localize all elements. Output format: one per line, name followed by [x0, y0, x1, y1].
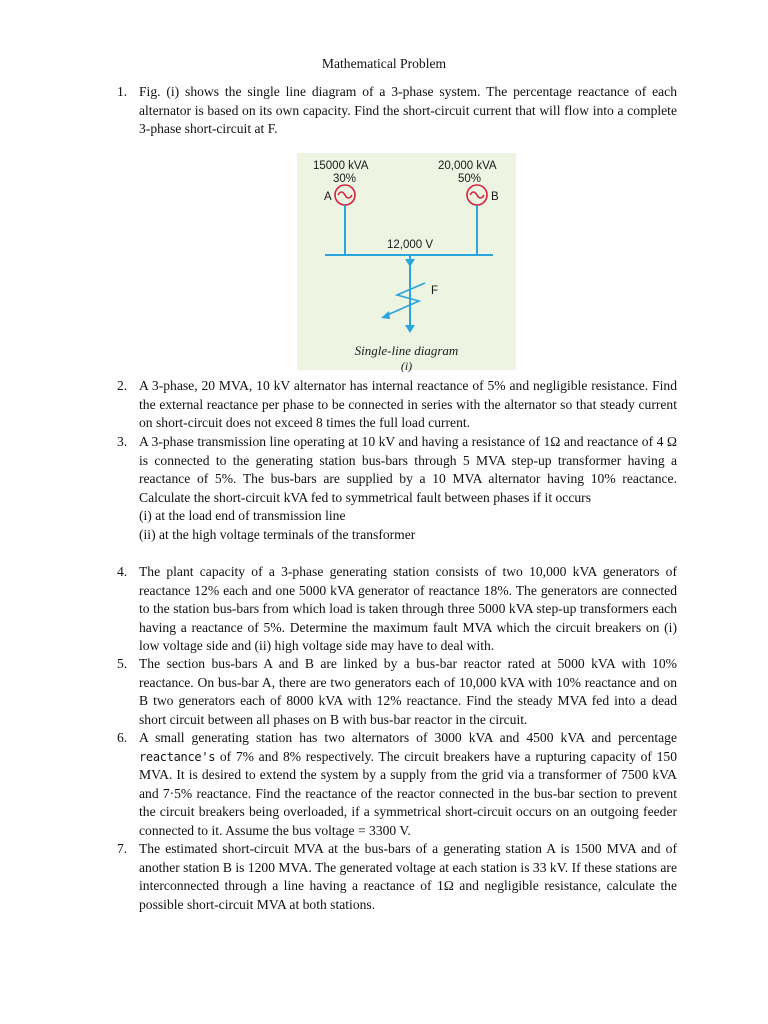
gen-b-rating: 20,000 kVA	[438, 160, 497, 172]
gen-b-label: B	[491, 191, 499, 203]
bus-voltage-label: 12,000 V	[387, 239, 434, 251]
problem-2	[117, 377, 677, 433]
problem-text: A 3-phase transmission line operating at 10 kV and having a resistance of 1Ω and reactance of 4 Ω is connected to the generating station bus-bars through 5 MVA step-up transformer having a reactance of 5%. The bus-bars are supplied by a 10 MVA alternator having 10% reactance. Calculate the short-circuit kVA fed to symmetrical fault between phases if it occurs	[139, 434, 677, 505]
problem-number: 7.	[117, 841, 128, 856]
gen-a-rating: 15000 kVA	[313, 160, 369, 172]
problem-number: 4.	[117, 564, 128, 579]
single-line-diagram-figure	[297, 153, 516, 373]
generator-a-sine-icon	[338, 192, 352, 198]
problem-text: A small generating station has two alternators of 3000 kVA and 4500 kVA and percentage reactance's of 7% and 8% respectively. The circuit breakers have a rupturing capacity of 150 MVA. It is desired to extend the system by a supply from the grid via a transformer of 7500 kVA and 7·5% reactance. Find the reactance of the reactor connected in the bus-bar section to prevent the circuit breakers being overloaded, if a symmetrical short-circuit occurs on an outgoing feeder connected to it. Assume the bus voltage = 3300 V.	[139, 730, 677, 838]
problem-text: A 3-phase, 20 MVA, 10 kV alternator has internal reactance of 5% and negligible resistance. Find the external reactance per phase to be connected in series with the alternator so that steady current on short-circuit does not exceed 8 times the full load current.	[139, 378, 677, 431]
feeder-arrow-icon	[405, 325, 415, 333]
problem-number: 5.	[117, 656, 128, 671]
problem-5	[117, 655, 677, 729]
figure-number: (i)	[400, 359, 413, 373]
fault-lightning-icon	[385, 283, 425, 316]
diagram-svg	[297, 153, 516, 370]
problem-text: The estimated short-circuit MVA at the bus-bars of a generating station A is 1500 MVA and of another station B is 1200 MVA. The generated voltage at each station is 33 kV. If these stations are interconnected through a line having a reactance of 1Ω and negligible resistance, calculate the possible short-circuit MVA at both stations.	[139, 841, 677, 912]
generator-b-sine-icon	[470, 192, 484, 198]
problem-subitem: (ii) at the high voltage terminals of the transformer	[139, 526, 416, 542]
problem-number: 3.	[117, 434, 128, 449]
problem-text: Fig. (i) shows the single line diagram of a 3-phase system. The percentage reactance of each alternator is based on its own capacity. Find the short-circuit current that will flow into a complete 3-phase short-circuit at F.	[139, 84, 677, 137]
fault-label: F	[431, 285, 439, 297]
bus-tap-arrow-icon	[405, 259, 415, 267]
gen-a-label: A	[324, 191, 332, 203]
page-title: Mathematical Problem	[321, 56, 447, 71]
gen-a-reactance: 30%	[333, 173, 357, 185]
problem-1	[117, 83, 677, 139]
problem-number: 2.	[117, 378, 128, 393]
problem-number: 1.	[117, 84, 128, 99]
gen-b-reactance: 50%	[458, 173, 482, 185]
problem-4	[117, 563, 677, 656]
problem-number: 6.	[117, 730, 128, 745]
problem-3	[117, 433, 677, 545]
problem-text: The plant capacity of a 3-phase generating station consists of two 10,000 kVA generators of reactance 12% each and one 5000 kVA generator of reactance 18%. The generators are connected to the station bus-bars from which load is taken through three 5000 kVA step-up transformers each having a reactance of 5%. Determine the maximum fault MVA which the circuit breakers on (i) low voltage side and (ii) high voltage side may have to deal with.	[139, 564, 677, 654]
problem-text: The section bus-bars A and B are linked by a bus-bar reactor rated at 5000 kVA with 10% reactance. On bus-bar A, there are two generators each of 10,000 kVA with 10% reactance and on B two generators each of 8000 kVA with 12% reactance. Find the steady MVA fed into a dead short circuit between all phases on B with bus-bar reactor in the circuit.	[139, 656, 677, 727]
figure-caption: Single-line diagram	[354, 343, 459, 358]
fault-arrowhead-icon	[381, 311, 390, 319]
problem-6	[117, 729, 677, 841]
problem-7	[117, 840, 677, 914]
problem-subitem: (i) at the load end of transmission line	[139, 508, 346, 524]
